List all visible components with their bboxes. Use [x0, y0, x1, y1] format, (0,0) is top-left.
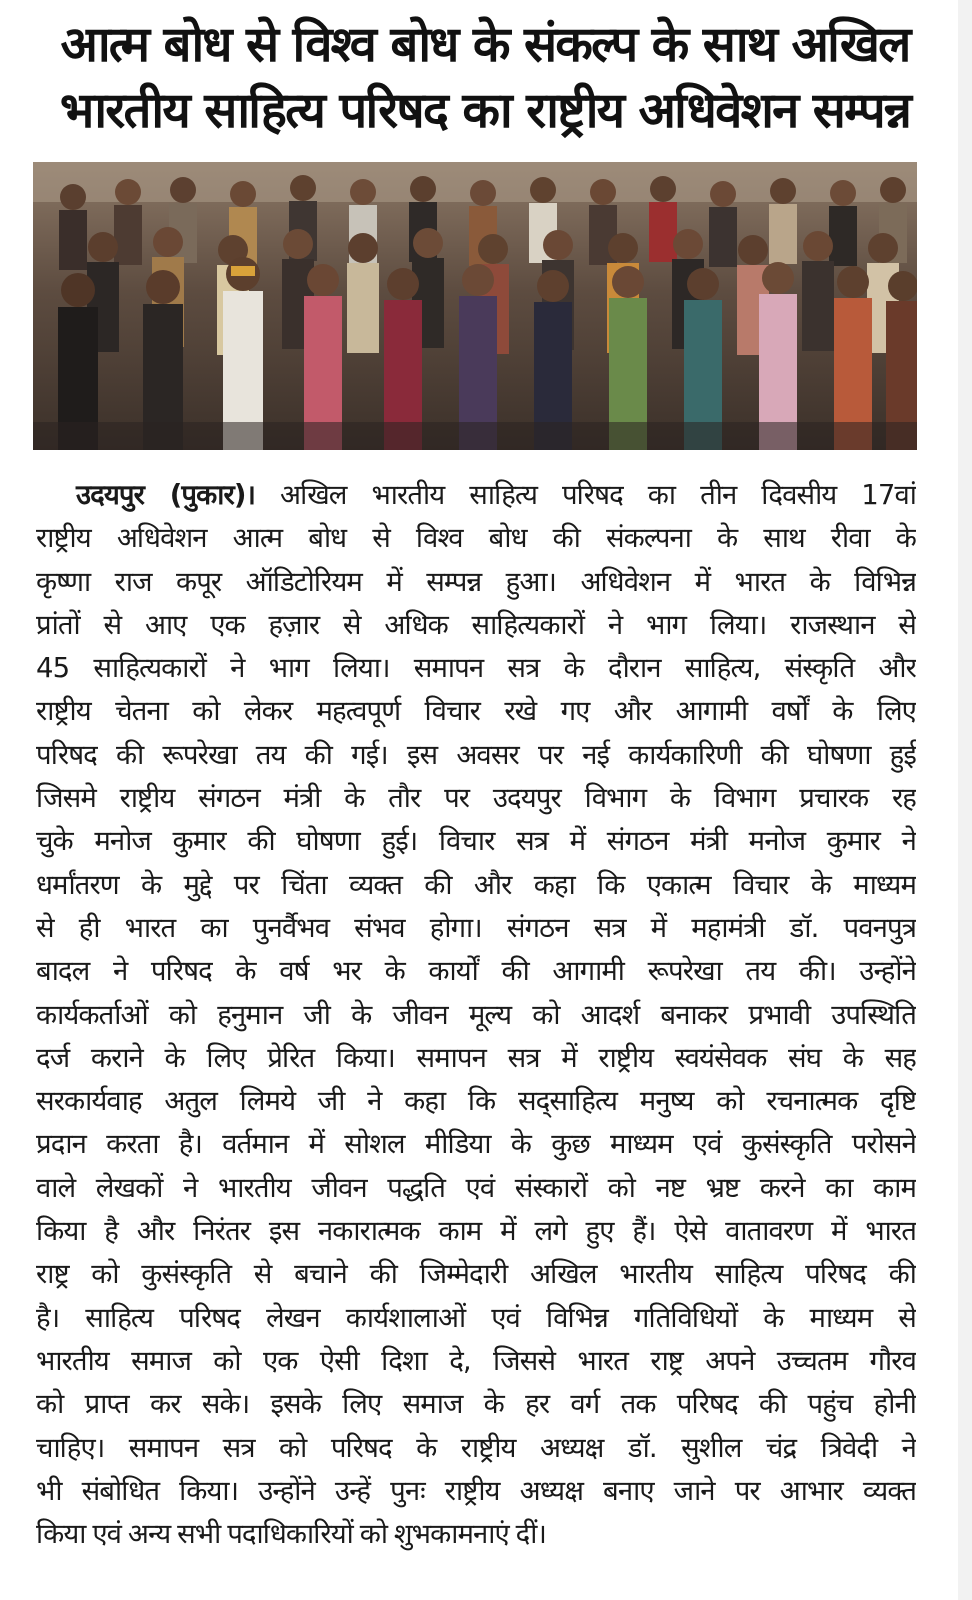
article-line: भारतीय समाज को एक ऐसी दिशा दे, जिससे भारत राष्ट्र अपने उच्चतम गौरव	[36, 1344, 916, 1377]
article-line: चाहिए। समापन सत्र को परिषद के राष्ट्रीय अध्यक्ष डॉ. सुशील चंद्र त्रिवेदी ने	[36, 1431, 916, 1464]
article-line: प्रदान करता है। वर्तमान में सोशल मीडिया के कुछ माध्यम एवं कुसंस्कृति परोसने	[36, 1128, 916, 1161]
article-line: दर्ज कराने के लिए प्रेरित किया। समापन सत्र में राष्ट्रीय स्वयंसेवक संघ के सह	[36, 1041, 916, 1074]
headline-line-2: भारतीय साहित्य परिषद का राष्ट्रीय अधिवेशन सम्पन्न	[59, 82, 911, 139]
article-line: है। साहित्य परिषद लेखन कार्यशालाओं एवं विभिन्न गतिविधियों के माध्यम से	[36, 1301, 916, 1334]
dateline: उदयपुर (पुकार)।	[76, 479, 256, 511]
article-line: बादल ने परिषद के वर्ष भर के कार्यों की आगामी रूपरेखा तय की। उन्होंने	[36, 955, 916, 988]
article-line: कार्यकर्ताओं को हनुमान जी के जीवन मूल्य को आदर्श बनाकर प्रभावी उपस्थिति	[36, 998, 916, 1031]
article-line: किया है और निरंतर इस नकारात्मक काम में लगे हुए हैं। ऐसे वातावरण में भारत	[36, 1215, 916, 1248]
article-line: परिषद की रूपरेखा तय की गई। इस अवसर पर नई कार्यकारिणी की घोषणा हुई	[36, 738, 916, 771]
article-line	[36, 474, 916, 517]
article-line: कृष्णा राज कपूर ऑडिटोरियम में सम्पन्न हुआ। अधिवेशन में भारत के विभिन्न	[36, 565, 916, 598]
headline-line-1: आत्म बोध से विश्व बोध के संकल्प के साथ अखिल	[60, 16, 910, 73]
article-line: राष्ट्रीय चेतना को लेकर महत्वपूर्ण विचार रखे गए और आगामी वर्षों के लिए	[36, 695, 916, 728]
article-line: वाले लेखकों ने भारतीय जीवन पद्धति एवं संस्कारों को नष्ट भ्रष्ट करने का काम	[36, 1171, 916, 1204]
page-edge	[958, 0, 972, 1600]
article-line: प्रांतों से आए एक हज़ार से अधिक साहित्यकारों ने भाग लिया। राजस्थान से	[36, 608, 916, 641]
group-photo	[33, 162, 917, 450]
group-photo-image	[33, 162, 917, 450]
article-line: 45 साहित्यकारों ने भाग लिया। समापन सत्र के दौरान साहित्य, संस्कृति और	[36, 652, 916, 685]
article-line: राष्ट्रीय अधिवेशन आत्म बोध से विश्व बोध की संकल्पना के साथ रीवा के	[36, 522, 916, 555]
article-line: धर्मांतरण के मुद्दे पर चिंता व्यक्त की और कहा कि एकात्म विचार के माध्यम	[36, 868, 916, 901]
article-line-text: अखिल भारतीय साहित्य परिषद का तीन दिवसीय 17वां	[279, 479, 916, 511]
article-line: राष्ट्र को कुसंस्कृति से बचाने की जिम्मेदारी अखिल भारतीय साहित्य परिषद की	[36, 1258, 916, 1291]
article-body	[36, 474, 916, 1556]
article-line-last: किया एवं अन्य सभी पदाधिकारियों को शुभकामनाएं दीं।	[36, 1518, 546, 1551]
article-line: चुके मनोज कुमार की घोषणा हुई। विचार सत्र में संगठन मंत्री मनोज कुमार ने	[36, 825, 916, 858]
headline	[20, 12, 950, 144]
article-line: सरकार्यवाह अतुल लिमये जी ने कहा कि सद्साहित्य मनुष्य को रचनात्मक दृष्टि	[36, 1085, 916, 1118]
article-line: भी संबोधित किया। उन्होंने उन्हें पुनः राष्ट्रीय अध्यक्ष बनाए जाने पर आभार व्यक्त	[36, 1474, 916, 1507]
article-line: को प्राप्त कर सके। इसके लिए समाज के हर वर्ग तक परिषद की पहुंच होनी	[36, 1388, 916, 1421]
article-line: जिसमे राष्ट्रीय संगठन मंत्री के तौर पर उदयपुर विभाग के विभाग प्रचारक रह	[36, 782, 916, 815]
article-line: से ही भारत का पुनर्वैभव संभव होगा। संगठन सत्र में महामंत्री डॉ. पवनपुत्र	[36, 911, 916, 944]
